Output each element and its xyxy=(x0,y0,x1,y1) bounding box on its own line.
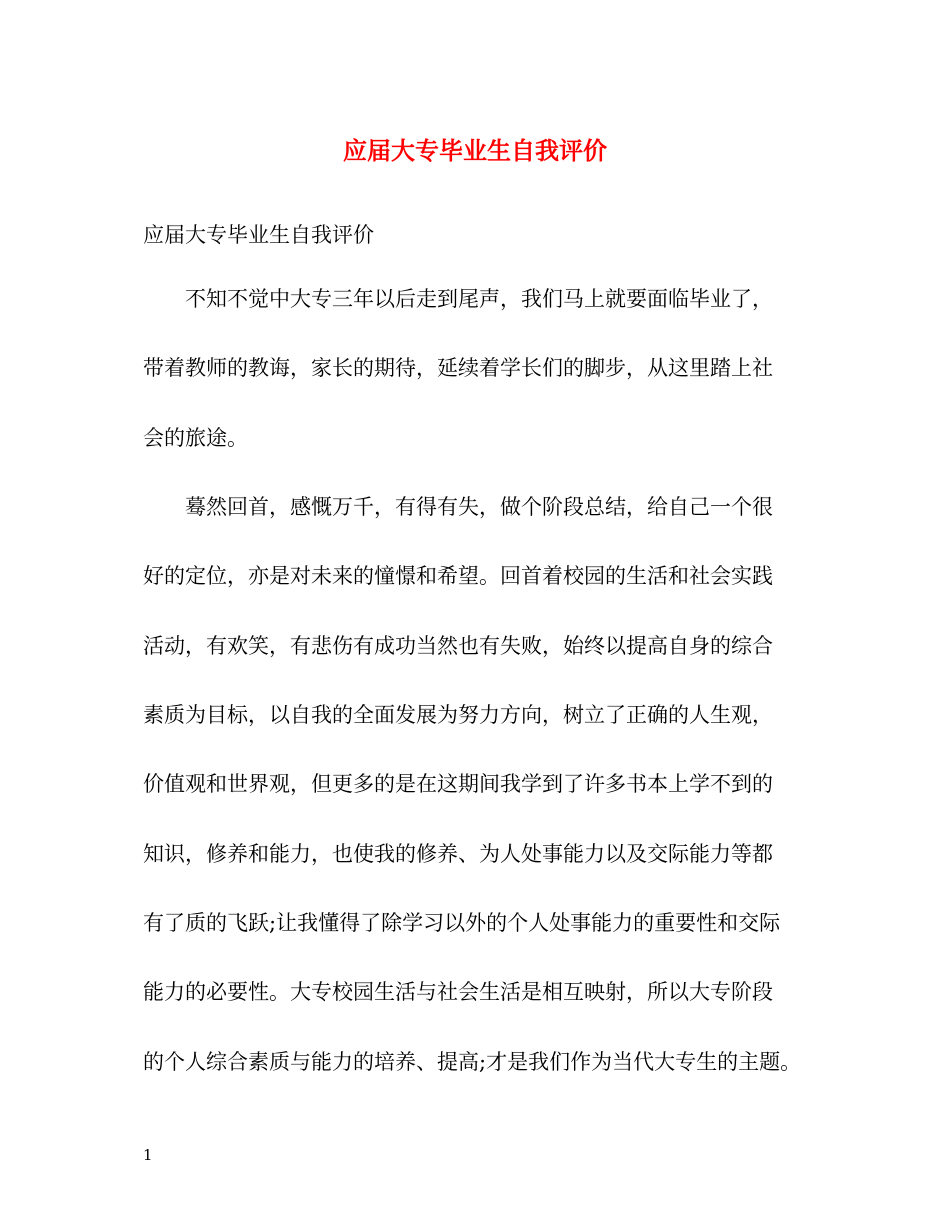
paragraph-1-line: 带着教师的教诲，家长的期待，延续着学长们的脚步，从这里踏上社 xyxy=(143,356,773,380)
paragraph-1-line: 不知不觉中大专三年以后走到尾声，我们马上就要面临毕业了， xyxy=(185,287,773,311)
paragraph-2-line: 素质为目标，以自我的全面发展为努力方向，树立了正确的人生观， xyxy=(143,703,773,727)
page-number: 1 xyxy=(143,1146,153,1164)
paragraph-2-line: 的个人综合素质与能力的培养、提高;才是我们作为当代大专生的主题。 xyxy=(143,1050,802,1074)
paragraph-2-line: 知识，修养和能力，也使我的修养、为人处事能力以及交际能力等都 xyxy=(143,842,773,866)
paragraph-2-line: 有了质的飞跃;让我懂得了除学习以外的个人处事能力的重要性和交际 xyxy=(143,911,781,935)
paragraph-1-line: 会的旅途。 xyxy=(143,426,248,450)
paragraph-2-line: 活动，有欢笑，有悲伤有成功当然也有失败，始终以提高自身的综合 xyxy=(143,634,773,658)
document-title: 应届大专毕业生自我评价 xyxy=(343,136,607,165)
document-subtitle: 应届大专毕业生自我评价 xyxy=(143,223,374,247)
paragraph-2-line: 能力的必要性。大专校园生活与社会生活是相互映射，所以大专阶段 xyxy=(143,980,773,1004)
paragraph-2-line: 价值观和世界观，但更多的是在这期间我学到了许多书本上学不到的 xyxy=(143,772,773,796)
paragraph-2-line: 好的定位，亦是对未来的憧憬和希望。回首着校园的生活和社会实践 xyxy=(143,564,773,588)
paragraph-2-line: 蓦然回首，感慨万千，有得有失，做个阶段总结，给自己一个很 xyxy=(185,495,773,519)
